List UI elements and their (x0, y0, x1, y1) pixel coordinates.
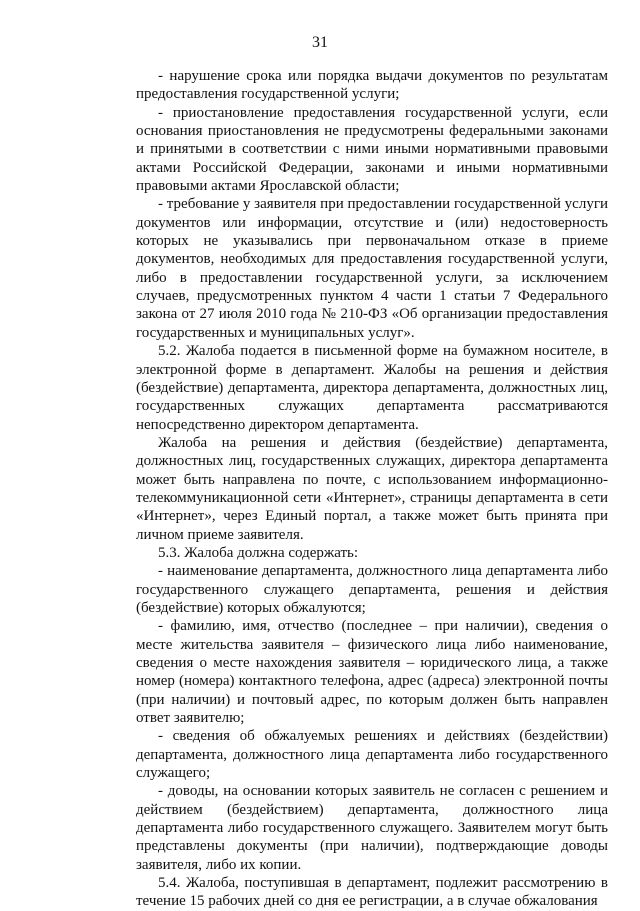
paragraph: 5.4. Жалоба, поступившая в департамент, подлежит рассмотрению в течение 15 рабочих дней со дня ее регистрации, а в случае обжалования (136, 875, 608, 910)
paragraph: 5.3. Жалоба должна содержать: (158, 544, 359, 561)
paragraph: Жалоба на решения и действия (бездействие) департамента, должностных лиц, государственных служащих, директора департамента может быть направлена по почте, с использованием информационно-телекоммуникационной сети «Интернет», страницы департамента в сети «Интернет», через Единый портал, а также может быть принята при личном приеме заявителя. (136, 434, 608, 543)
paragraph: - фамилию, имя, отчество (последнее – при наличии), сведения о месте жительства заявителя – физического лица либо наименование, сведения о месте нахождения заявителя – юридического лица, а также номер (номера) контактного телефона, адрес (адреса) электронной почты (при наличии) и почтовый адрес, по которым должен быть направлен ответ заявителю; (136, 618, 608, 727)
paragraph: - нарушение срока или порядка выдачи документов по результатам предоставления государственной услуги; (136, 68, 608, 103)
paragraph: - приостановление предоставления государственной услуги, если основания приостановления не предусмотрены федеральными законами и принятыми в соответствии с ними иными нормативными правовыми актами Российской Федерации, законами и иными нормативными правовыми актами Ярославской области; (136, 104, 608, 195)
body-text (136, 67, 608, 911)
paragraph: 5.2. Жалоба подается в письменной форме на бумажном носителе, в электронной форме в департамент. Жалобы на решения и действия (бездействие) департамента, директора департамента, должностных лиц, государственных служащих департамента рассматриваются непосредственно директором департамента. (136, 343, 608, 433)
page-number: 31 (312, 34, 328, 51)
paragraph: - сведения об обжалуемых решениях и действиях (бездействии) департамента, должностного лица департамента либо государственного служащего; (136, 728, 608, 782)
paragraph: - требование у заявителя при предоставлении государственной услуги документов или информации, отсутствие и (или) недостоверность которых не указывались при первоначальном отказе в приеме документов, необходимых для предоставления государственной услуги, либо в предоставлении государственной услуги, за исключением случаев, предусмотренных пунктом 4 части 1 статьи 7 Федерального закона от 27 июля 2010 года № 210-ФЗ «Об организации предоставления государственных и муниципальных услуг». (136, 196, 608, 341)
paragraph: - наименование департамента, должностного лица департамента либо государственного служащего департамента, решения и действия (бездействие) которых обжалуются; (136, 563, 608, 616)
paragraph: - доводы, на основании которых заявитель не согласен с решением и действием (бездействием) департамента, должностного лица департамента либо государственного служащего. Заявителем могут быть представлены документы (при наличии), подтверждающие доводы заявителя, либо их копии. (136, 783, 608, 873)
